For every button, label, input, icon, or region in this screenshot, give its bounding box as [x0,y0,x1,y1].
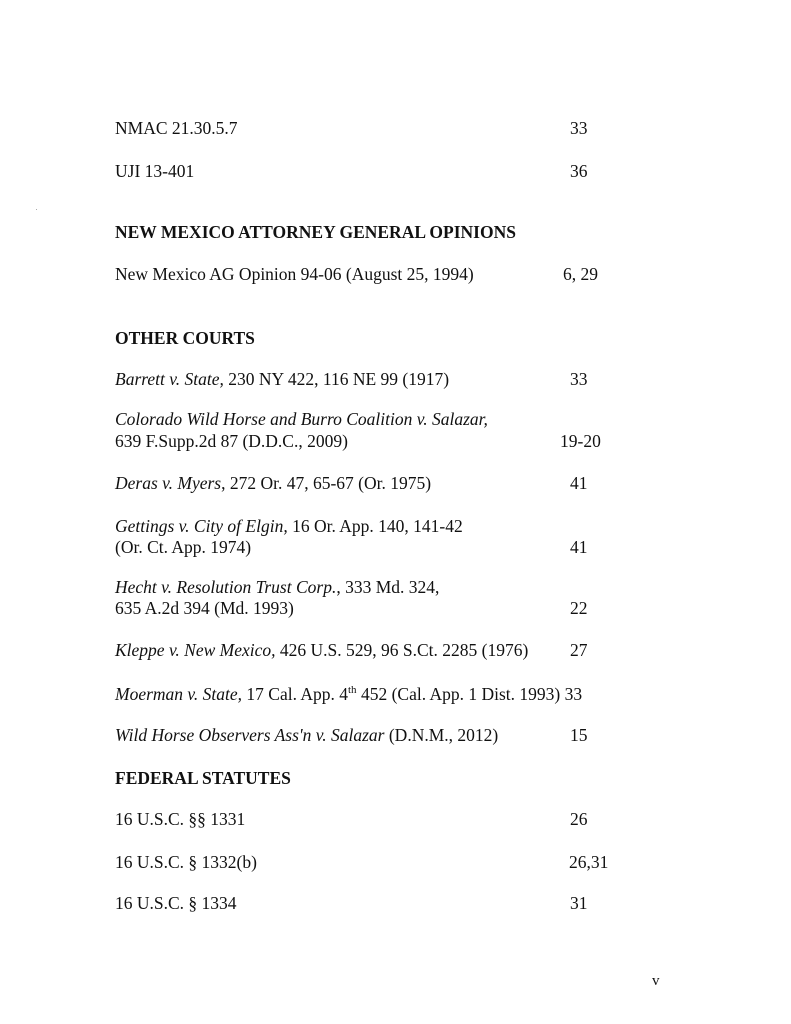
entry-label: 16 U.S.C. §§ 1331 [115,809,246,829]
case-reporter: 426 U.S. 529, 96 S.Ct. 2285 (1976) [275,640,529,660]
case-citation [115,639,528,661]
case-reporter: 16 Or. App. 140, 141-42 [287,516,463,536]
case-citation [115,576,439,598]
entry-page: 19-20 [560,431,601,451]
scan-speck [36,209,37,210]
section-heading-federal-statutes: FEDERAL STATUTES [115,768,291,788]
case-name: Gettings v. City of Elgin, [115,516,288,536]
entry-page: 33 [564,684,583,704]
case-name: Barrett v. State, [115,369,224,389]
case-reporter: 639 F.Supp.2d 87 (D.D.C., 2009) [115,431,348,451]
case-name: Kleppe v. New Mexico, [115,640,276,660]
case-name: Moerman v. State, [115,684,243,704]
case-reporter: (D.N.M., 2012) [384,725,499,745]
entry-label: UJI 13-401 [115,161,195,181]
case-citation [115,408,488,430]
page-number: v [652,973,660,989]
entry-page: 26,31 [569,852,609,872]
entry-page: 31 [570,893,588,913]
entry-page: 36 [570,161,588,181]
case-citation [115,368,449,390]
entry-label: 16 U.S.C. § 1334 [115,893,237,913]
entry-page: 22 [570,598,588,618]
entry-page: 33 [570,369,588,389]
entry-label: NMAC 21.30.5.7 [115,118,238,138]
case-name: Colorado Wild Horse and Burro Coalition v. Salazar, [115,409,488,429]
case-name: Deras v. Myers [115,473,222,493]
section-heading-ag-opinions: NEW MEXICO ATTORNEY GENERAL OPINIONS [115,222,516,242]
entry-label: 16 U.S.C. § 1332(b) [115,852,257,872]
case-reporter: 17 Cal. App. 4 [242,684,348,704]
ordinal-suffix: th [348,684,357,696]
entry-page: 33 [570,118,588,138]
case-reporter: , 333 Md. 324, [336,577,440,597]
section-heading-other-courts: OTHER COURTS [115,328,255,348]
entry-page: 41 [570,473,588,493]
case-citation [115,683,582,705]
case-name: Hecht v. Resolution Trust Corp. [115,577,337,597]
case-reporter: (Or. Ct. App. 1974) [115,537,252,557]
case-reporter: 452 (Cal. App. 1 Dist. 1993) [356,684,561,704]
case-citation [115,472,431,494]
entry-page: 26 [570,809,588,829]
entry-page: 15 [570,725,588,745]
case-citation [115,515,463,537]
case-reporter: , 272 Or. 47, 65-67 (Or. 1975) [221,473,432,493]
case-reporter: 635 A.2d 394 (Md. 1993) [115,598,294,618]
entry-page: 6, 29 [563,264,598,284]
case-citation [115,724,498,746]
case-name: Wild Horse Observers Ass'n v. Salazar [115,725,385,745]
entry-label: New Mexico AG Opinion 94-06 (August 25, 1994) [115,264,474,284]
entry-page: 41 [570,537,588,557]
entry-page: 27 [570,640,588,660]
case-reporter: 230 NY 422, 116 NE 99 (1917) [223,369,450,389]
